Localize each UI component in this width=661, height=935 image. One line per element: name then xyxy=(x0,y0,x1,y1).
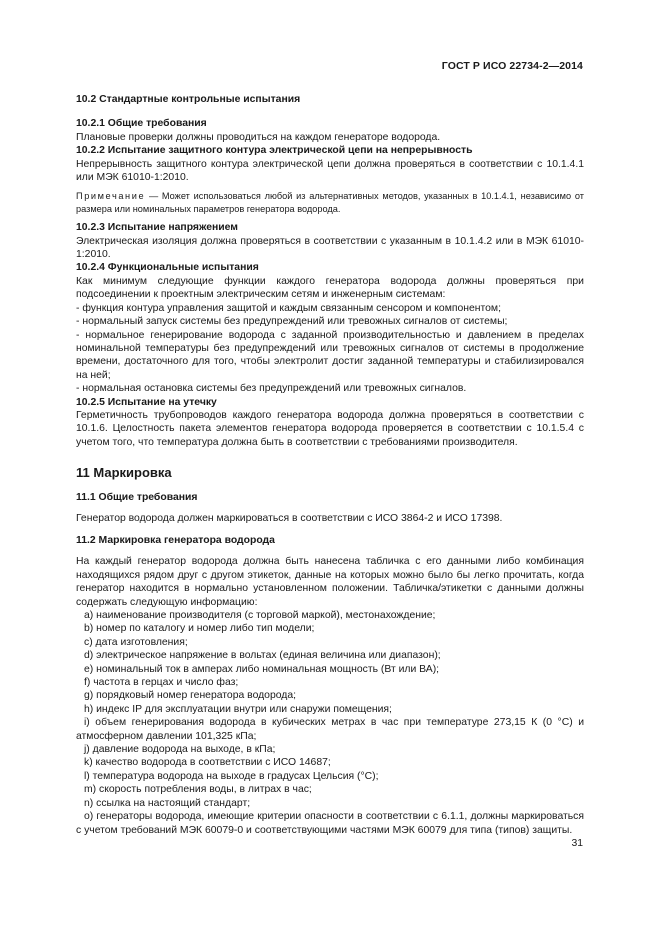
note-label: Примечание xyxy=(76,191,146,202)
section-11-2-heading: 11.2 Маркировка генератора водорода xyxy=(76,534,275,546)
section-11-1-heading: 11.1 Общие требования xyxy=(76,492,198,504)
list-item: - нормальная остановка системы без предупреждений или тревожных сигналов. xyxy=(76,383,467,395)
section-10-2-heading: 10.2 Стандартные контрольные испытания xyxy=(76,94,301,105)
list-item: o) генераторы водорода, имеющие критерии опасности в соответствии с 6.1.1, должны маркироваться с учетом требований МЭК 60079-0 и соответствующими частями МЭК 60079 для типа (типов) защиты. xyxy=(76,811,584,836)
list-item: - нормальное генерирование водорода с заданной производительностью и давлением в пределах номинальной температуры без предупреждений или тревожных сигналов от системы в продолжение времени, достаточного для того, чтобы электролит достиг заданной температуры и стабилизировался на ней; xyxy=(76,329,584,381)
list-item: f) частота в герцах и число фаз; xyxy=(84,677,239,689)
document-header: ГОСТ Р ИСО 22734-2—2014 xyxy=(441,60,583,72)
list-item: m) скорость потребления воды, в литрах в час; xyxy=(84,784,312,796)
section-10-2-5-text: Герметичность трубопроводов каждого генератора водорода должна проверяться в соответствии с 10.1.6. Целостность пакета элементов генератора водорода проверяется в соответствии с 10.1.5.4 с учетом того, что температура должна быть в соответствии с требованиями производителя. xyxy=(76,409,584,448)
note-paragraph xyxy=(76,190,584,215)
list-item: e) номинальный ток в амперах либо номинальная мощность (Вт или ВА); xyxy=(84,663,440,675)
section-10-2-2-heading: 10.2.2 Испытание защитного контура электрической цепи на непрерывность xyxy=(76,145,473,157)
list-item: - функция контура управления защитой и каждым связанным сенсором и компонентом; xyxy=(76,302,501,314)
list-item: c) дата изготовления; xyxy=(84,636,188,648)
section-10-2-4-intro: Как минимум следующие функции каждого генератора водорода должны проверяться при подсоединении к проектным электрическим сетям и инженерным системам: xyxy=(76,275,584,301)
section-10-2-1-text: Плановые проверки должны проводиться на каждом генераторе водорода. xyxy=(76,131,441,143)
list-item: i) объем генерирования водорода в кубических метрах в час при температуре 273,15 К (0 °C) и атмосферном давлении 101,325 кПа; xyxy=(76,717,584,742)
section-10-2-3-text: Электрическая изоляция должна проверяться в соответствии с указанным в 10.1.4.2 или в МЭК 61010-1:2010. xyxy=(76,235,584,261)
list-item: h) индекс IP для эксплуатации внутри или снаружи помещения; xyxy=(84,703,392,715)
section-10-2-1-heading: 10.2.1 Общие требования xyxy=(76,118,207,130)
page-content xyxy=(76,93,584,837)
page-number: 31 xyxy=(571,838,583,849)
list-item: k) качество водорода в соответствии с ИСО 14687; xyxy=(84,757,331,769)
section-11-heading: 11 Маркировка xyxy=(76,465,172,481)
list-item: g) порядковый номер генератора водорода; xyxy=(84,690,297,702)
list-item: - нормальный запуск системы без предупреждений или тревожных сигналов от системы; xyxy=(76,316,508,328)
section-11-2-intro: На каждый генератор водорода должна быть нанесена табличка с его данными либо комбинация находящихся рядом друг с другом этикеток, данные на которых можно было бы легко прочитать, когда генератор находится в нормально установленном положении. Табличка/этикетки с данными должны содержать следующую информацию: xyxy=(76,556,584,608)
list-item: n) ссылка на настоящий стандарт; xyxy=(84,797,251,809)
section-10-2-5-heading: 10.2.5 Испытание на утечку xyxy=(76,396,217,408)
section-11-1-text: Генератор водорода должен маркироваться в соответствии с ИСО 3864-2 и ИСО 17398. xyxy=(76,512,503,524)
list-item: j) давление водорода на выходе, в кПа; xyxy=(84,744,276,756)
section-10-2-2-text: Непрерывность защитного контура электрической цепи должна проверяться в соответствии с 10.1.4.1 или МЭК 61010-1:2010. xyxy=(76,158,584,184)
list-item: a) наименование производителя (с торговой маркой), местонахождение; xyxy=(84,610,436,621)
section-10-2-3-heading: 10.2.3 Испытание напряжением xyxy=(76,222,238,234)
list-item: b) номер по каталогу и номер либо тип модели; xyxy=(84,623,315,635)
note-text: — Может использоваться любой из альтернативных методов, указанных в 10.1.4.1, независимо от размера или номинальных параметров генератора водорода. xyxy=(76,191,584,214)
list-item: l) температура водорода на выходе в градусах Цельсия (°C); xyxy=(84,770,379,782)
section-10-2-4-heading: 10.2.4 Функциональные испытания xyxy=(76,262,259,274)
list-item: d) электрическое напряжение в вольтах (единая величина или диапазон); xyxy=(84,650,441,662)
